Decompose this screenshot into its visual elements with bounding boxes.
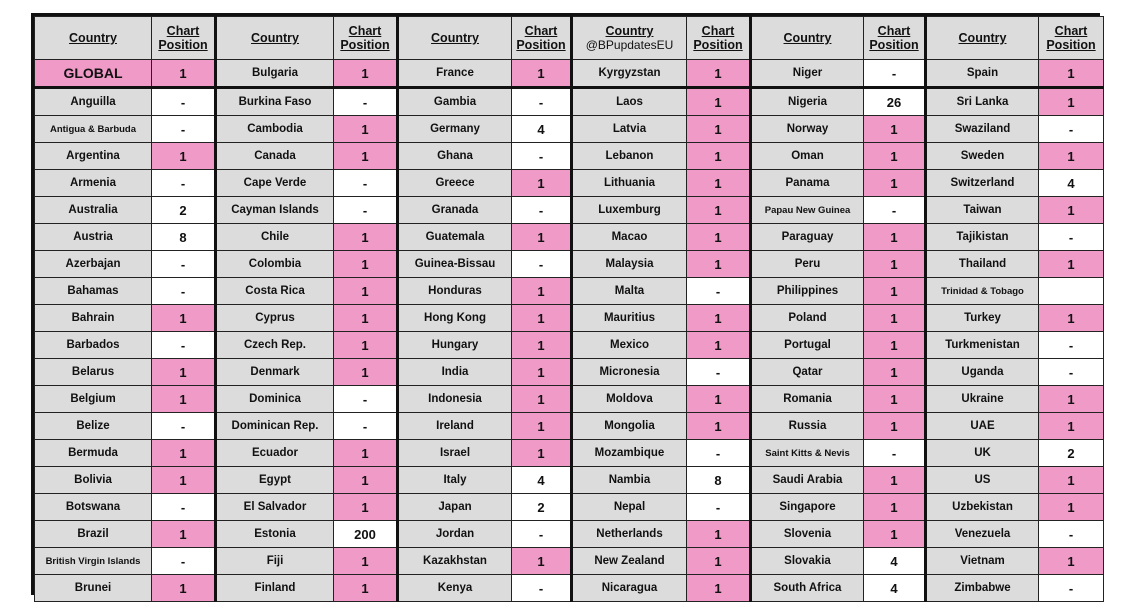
country-name: Fiji xyxy=(216,548,334,575)
country-name: Niger xyxy=(751,60,864,88)
position-header: Chart Position xyxy=(512,17,572,60)
country-name: Micronesia xyxy=(572,359,687,386)
country-name: UAE xyxy=(926,413,1039,440)
chart-position: 1 xyxy=(334,143,398,170)
chart-position: 1 xyxy=(512,170,572,197)
table-row xyxy=(35,224,1104,251)
chart-position: 1 xyxy=(152,467,216,494)
country-name: Cape Verde xyxy=(216,170,334,197)
country-name: Gambia xyxy=(398,88,512,116)
chart-position: 1 xyxy=(864,359,926,386)
chart-position: 1 xyxy=(864,386,926,413)
chart-position: - xyxy=(152,494,216,521)
country-name: Hong Kong xyxy=(398,305,512,332)
country-name: Bahamas xyxy=(35,278,152,305)
chart-position: 1 xyxy=(152,575,216,602)
position-header: Chart Position xyxy=(1039,17,1104,60)
country-name: Cambodia xyxy=(216,116,334,143)
country-name: US xyxy=(926,467,1039,494)
country-name: Oman xyxy=(751,143,864,170)
chart-position: - xyxy=(687,278,751,305)
country-name: Germany xyxy=(398,116,512,143)
country-name: Kyrgyzstan xyxy=(572,60,687,88)
chart-position: 1 xyxy=(1039,143,1104,170)
country-name: Mongolia xyxy=(572,413,687,440)
chart-position: 1 xyxy=(1039,467,1104,494)
chart-position: 1 xyxy=(687,305,751,332)
country-name: Costa Rica xyxy=(216,278,334,305)
country-name: Armenia xyxy=(35,170,152,197)
chart-position: 1 xyxy=(864,521,926,548)
country-name: Ukraine xyxy=(926,386,1039,413)
country-name: Ireland xyxy=(398,413,512,440)
country-name: Brazil xyxy=(35,521,152,548)
country-table xyxy=(34,16,1104,602)
chart-position: 1 xyxy=(1039,251,1104,278)
chart-position: - xyxy=(152,332,216,359)
chart-position: - xyxy=(1039,116,1104,143)
country-name: Israel xyxy=(398,440,512,467)
chart-position: - xyxy=(152,88,216,116)
country-name: Australia xyxy=(35,197,152,224)
table-row xyxy=(35,143,1104,170)
chart-position: 1 xyxy=(687,332,751,359)
table-row xyxy=(35,359,1104,386)
country-name: Norway xyxy=(751,116,864,143)
chart-position: 1 xyxy=(512,60,572,88)
chart-position: 1 xyxy=(334,440,398,467)
country-name: El Salvador xyxy=(216,494,334,521)
chart-position: 1 xyxy=(334,359,398,386)
country-name: Cayman Islands xyxy=(216,197,334,224)
country-name: New Zealand xyxy=(572,548,687,575)
chart-position: 2 xyxy=(152,197,216,224)
country-name: Burkina Faso xyxy=(216,88,334,116)
country-name: Malta xyxy=(572,278,687,305)
position-header: Chart Position xyxy=(864,17,926,60)
country-name: Qatar xyxy=(751,359,864,386)
country-name: Turkey xyxy=(926,305,1039,332)
country-name: Dominica xyxy=(216,386,334,413)
country-name: Austria xyxy=(35,224,152,251)
country-name: Turkmenistan xyxy=(926,332,1039,359)
chart-position: 1 xyxy=(687,88,751,116)
country-name: Nepal xyxy=(572,494,687,521)
global-label: GLOBAL xyxy=(35,60,152,88)
country-name: Taiwan xyxy=(926,197,1039,224)
country-name: Anguilla xyxy=(35,88,152,116)
country-name: Zimbabwe xyxy=(926,575,1039,602)
chart-position: 4 xyxy=(1039,170,1104,197)
country-name: Romania xyxy=(751,386,864,413)
country-name: Malaysia xyxy=(572,251,687,278)
country-name: Peru xyxy=(751,251,864,278)
chart-position: 1 xyxy=(1039,88,1104,116)
country-name: Mexico xyxy=(572,332,687,359)
chart-position: 1 xyxy=(152,143,216,170)
country-name: Bulgaria xyxy=(216,60,334,88)
country-name: South Africa xyxy=(751,575,864,602)
chart-position: 1 xyxy=(687,143,751,170)
country-name: Trinidad & Tobago xyxy=(926,278,1039,305)
country-name: France xyxy=(398,60,512,88)
country-name: Bermuda xyxy=(35,440,152,467)
chart-position xyxy=(1039,278,1104,305)
table-row xyxy=(35,278,1104,305)
country-name: Estonia xyxy=(216,521,334,548)
chart-position-table xyxy=(31,13,1100,595)
country-name: Uzbekistan xyxy=(926,494,1039,521)
country-name: Dominican Rep. xyxy=(216,413,334,440)
country-name: Switzerland xyxy=(926,170,1039,197)
country-name: Sri Lanka xyxy=(926,88,1039,116)
country-name: Barbados xyxy=(35,332,152,359)
chart-position: - xyxy=(334,88,398,116)
chart-position: 1 xyxy=(1039,60,1104,88)
table-row xyxy=(35,521,1104,548)
chart-position: 1 xyxy=(687,170,751,197)
chart-position: 4 xyxy=(864,548,926,575)
country-name: British Virgin Islands xyxy=(35,548,152,575)
table-row xyxy=(35,440,1104,467)
country-name: Slovakia xyxy=(751,548,864,575)
table-row xyxy=(35,386,1104,413)
country-name: Guinea-Bissau xyxy=(398,251,512,278)
country-name: Lithuania xyxy=(572,170,687,197)
chart-position: 1 xyxy=(334,116,398,143)
country-name: Panama xyxy=(751,170,864,197)
country-name: Portugal xyxy=(751,332,864,359)
chart-position: 1 xyxy=(512,305,572,332)
table-row xyxy=(35,548,1104,575)
table-row xyxy=(35,467,1104,494)
chart-position: - xyxy=(512,197,572,224)
chart-position: 1 xyxy=(334,60,398,88)
chart-position: 1 xyxy=(687,60,751,88)
chart-position: 1 xyxy=(334,494,398,521)
chart-position: - xyxy=(152,170,216,197)
country-name: Chile xyxy=(216,224,334,251)
chart-position: - xyxy=(334,170,398,197)
country-name: Uganda xyxy=(926,359,1039,386)
chart-position: - xyxy=(1039,575,1104,602)
country-name: Bahrain xyxy=(35,305,152,332)
country-name: India xyxy=(398,359,512,386)
country-header: Country @BPupdatesEU xyxy=(572,17,687,60)
country-name: Honduras xyxy=(398,278,512,305)
country-name: Philippines xyxy=(751,278,864,305)
country-name: Japan xyxy=(398,494,512,521)
country-header: Country xyxy=(926,17,1039,60)
chart-position: 1 xyxy=(864,278,926,305)
country-name: Vietnam xyxy=(926,548,1039,575)
country-name: Mozambique xyxy=(572,440,687,467)
country-name: Greece xyxy=(398,170,512,197)
country-name: Azerbajan xyxy=(35,251,152,278)
country-name: Belgium xyxy=(35,386,152,413)
country-name: Mauritius xyxy=(572,305,687,332)
chart-position: 200 xyxy=(334,521,398,548)
country-name: Venezuela xyxy=(926,521,1039,548)
country-name: Nigeria xyxy=(751,88,864,116)
country-name: Colombia xyxy=(216,251,334,278)
country-name: Tajikistan xyxy=(926,224,1039,251)
chart-position: 2 xyxy=(512,494,572,521)
chart-position: 4 xyxy=(512,116,572,143)
chart-position: 1 xyxy=(1039,197,1104,224)
chart-position: - xyxy=(864,60,926,88)
table-row xyxy=(35,575,1104,602)
chart-position: - xyxy=(687,359,751,386)
country-name: Finland xyxy=(216,575,334,602)
chart-position: - xyxy=(152,116,216,143)
country-name: Papau New Guinea xyxy=(751,197,864,224)
country-header: Country xyxy=(751,17,864,60)
chart-position: 2 xyxy=(1039,440,1104,467)
chart-position: 1 xyxy=(864,305,926,332)
country-name: Russia xyxy=(751,413,864,440)
table-row xyxy=(35,60,1104,88)
table-row xyxy=(35,116,1104,143)
chart-position: 1 xyxy=(152,440,216,467)
chart-position: 1 xyxy=(864,224,926,251)
chart-position: - xyxy=(1039,359,1104,386)
country-name: Moldova xyxy=(572,386,687,413)
chart-position: - xyxy=(512,143,572,170)
chart-position: 1 xyxy=(512,332,572,359)
header-row xyxy=(35,17,1104,60)
country-name: Saudi Arabia xyxy=(751,467,864,494)
country-name: Brunei xyxy=(35,575,152,602)
chart-position: 1 xyxy=(864,116,926,143)
chart-position: 1 xyxy=(1039,305,1104,332)
country-name: UK xyxy=(926,440,1039,467)
chart-position: - xyxy=(512,88,572,116)
country-name: Swaziland xyxy=(926,116,1039,143)
chart-position: 1 xyxy=(334,548,398,575)
table-row xyxy=(35,413,1104,440)
chart-position: 1 xyxy=(864,413,926,440)
chart-position: 1 xyxy=(687,386,751,413)
table-row xyxy=(35,197,1104,224)
country-name: Granada xyxy=(398,197,512,224)
chart-position: 1 xyxy=(152,60,216,88)
country-name: Nambia xyxy=(572,467,687,494)
position-header: Chart Position xyxy=(334,17,398,60)
chart-position: - xyxy=(687,440,751,467)
chart-position: - xyxy=(152,413,216,440)
chart-position: 26 xyxy=(864,88,926,116)
country-name: Ecuador xyxy=(216,440,334,467)
chart-position: 1 xyxy=(687,116,751,143)
chart-position: 1 xyxy=(687,521,751,548)
table-row xyxy=(35,332,1104,359)
country-name: Slovenia xyxy=(751,521,864,548)
country-header: Country xyxy=(216,17,334,60)
chart-position: - xyxy=(512,521,572,548)
chart-position: 1 xyxy=(152,386,216,413)
chart-position: 4 xyxy=(864,575,926,602)
table-row xyxy=(35,88,1104,116)
chart-position: 1 xyxy=(1039,386,1104,413)
table-row xyxy=(35,170,1104,197)
chart-position: 1 xyxy=(512,440,572,467)
chart-position: - xyxy=(864,197,926,224)
chart-position: - xyxy=(687,494,751,521)
country-name: Bolivia xyxy=(35,467,152,494)
chart-position: 4 xyxy=(512,467,572,494)
chart-position: - xyxy=(1039,332,1104,359)
chart-position: - xyxy=(1039,224,1104,251)
country-name: Laos xyxy=(572,88,687,116)
chart-position: 1 xyxy=(1039,494,1104,521)
country-name: Nicaragua xyxy=(572,575,687,602)
country-name: Sweden xyxy=(926,143,1039,170)
country-name: Thailand xyxy=(926,251,1039,278)
country-name: Indonesia xyxy=(398,386,512,413)
chart-position: 1 xyxy=(864,170,926,197)
country-header: Country xyxy=(35,17,152,60)
country-name: Czech Rep. xyxy=(216,332,334,359)
country-name: Kenya xyxy=(398,575,512,602)
country-name: Spain xyxy=(926,60,1039,88)
chart-position: - xyxy=(334,197,398,224)
country-name: Belarus xyxy=(35,359,152,386)
table-body xyxy=(35,60,1104,602)
table-row xyxy=(35,305,1104,332)
country-name: Argentina xyxy=(35,143,152,170)
country-name: Belize xyxy=(35,413,152,440)
country-name: Guatemala xyxy=(398,224,512,251)
chart-position: 1 xyxy=(512,224,572,251)
chart-position: 1 xyxy=(687,251,751,278)
country-name: Jordan xyxy=(398,521,512,548)
chart-position: - xyxy=(152,251,216,278)
chart-position: 1 xyxy=(334,251,398,278)
country-name: Denmark xyxy=(216,359,334,386)
chart-position: - xyxy=(334,386,398,413)
position-header: Chart Position xyxy=(687,17,751,60)
country-name: Kazakhstan xyxy=(398,548,512,575)
chart-position: 1 xyxy=(512,413,572,440)
chart-position: - xyxy=(152,278,216,305)
chart-position: 1 xyxy=(334,332,398,359)
chart-position: 1 xyxy=(864,143,926,170)
chart-position: - xyxy=(512,575,572,602)
country-name: Canada xyxy=(216,143,334,170)
chart-position: - xyxy=(152,548,216,575)
chart-position: 1 xyxy=(1039,413,1104,440)
chart-position: 1 xyxy=(334,575,398,602)
table-row xyxy=(35,494,1104,521)
chart-position: 1 xyxy=(334,305,398,332)
country-name: Poland xyxy=(751,305,864,332)
country-name: Latvia xyxy=(572,116,687,143)
chart-position: 1 xyxy=(864,494,926,521)
chart-position: - xyxy=(512,251,572,278)
chart-position: 1 xyxy=(1039,548,1104,575)
chart-position: 1 xyxy=(334,467,398,494)
chart-position: 8 xyxy=(687,467,751,494)
chart-position: 1 xyxy=(152,305,216,332)
country-name: Egypt xyxy=(216,467,334,494)
chart-position: 1 xyxy=(687,575,751,602)
chart-position: 1 xyxy=(152,359,216,386)
country-name: Antigua & Barbuda xyxy=(35,116,152,143)
chart-position: 1 xyxy=(512,386,572,413)
credit-handle: @BPupdatesEU xyxy=(585,38,674,52)
chart-position: 1 xyxy=(687,548,751,575)
position-header: Chart Position xyxy=(152,17,216,60)
chart-position: - xyxy=(1039,521,1104,548)
country-name: Netherlands xyxy=(572,521,687,548)
chart-position: 1 xyxy=(512,278,572,305)
country-name: Italy xyxy=(398,467,512,494)
country-name: Saint Kitts & Nevis xyxy=(751,440,864,467)
chart-position: 8 xyxy=(152,224,216,251)
country-name: Ghana xyxy=(398,143,512,170)
country-name: Lebanon xyxy=(572,143,687,170)
country-name: Hungary xyxy=(398,332,512,359)
chart-position: 1 xyxy=(512,548,572,575)
chart-position: 1 xyxy=(864,251,926,278)
country-name: Luxemburg xyxy=(572,197,687,224)
country-name: Paraguay xyxy=(751,224,864,251)
chart-position: - xyxy=(334,413,398,440)
chart-position: - xyxy=(864,440,926,467)
chart-position: 1 xyxy=(334,278,398,305)
chart-position: 1 xyxy=(152,521,216,548)
chart-position: 1 xyxy=(687,197,751,224)
country-name: Singapore xyxy=(751,494,864,521)
chart-position: 1 xyxy=(512,359,572,386)
country-name: Macao xyxy=(572,224,687,251)
chart-position: 1 xyxy=(864,467,926,494)
chart-position: 1 xyxy=(687,413,751,440)
country-name: Botswana xyxy=(35,494,152,521)
chart-position: 1 xyxy=(864,332,926,359)
chart-position: 1 xyxy=(687,224,751,251)
country-name: Cyprus xyxy=(216,305,334,332)
table-row xyxy=(35,251,1104,278)
country-header: Country xyxy=(398,17,512,60)
chart-position: 1 xyxy=(334,224,398,251)
